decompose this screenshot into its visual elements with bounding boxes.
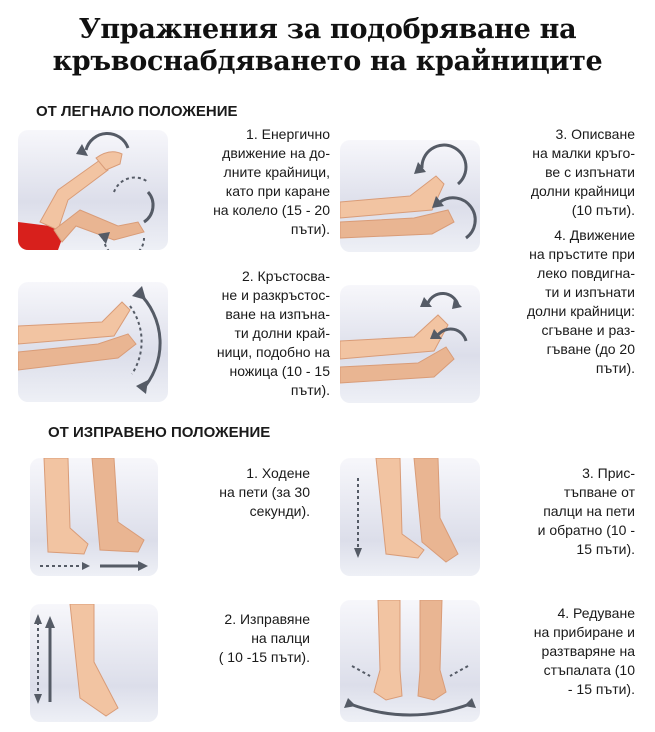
text-line: движение на до- <box>222 145 330 161</box>
text-line: ве с изпънати <box>545 164 635 180</box>
text-line: на прибиране и <box>533 624 635 640</box>
text-line: - 15 пъти). <box>567 681 635 697</box>
exercise-standing-3-text <box>490 464 635 559</box>
text-line: не и разкръстос- <box>221 287 330 303</box>
exercise-lying-1-text <box>180 125 330 239</box>
illustration-feet-open-close <box>340 600 480 722</box>
text-line: ( 10 -15 пъти). <box>218 649 310 665</box>
text-line: 1. Ходене <box>246 465 310 481</box>
text-line: на палци <box>251 630 310 646</box>
text-line: на пети (за 30 <box>219 484 310 500</box>
illustration-heel-toe-rock <box>340 458 480 576</box>
text-line: ване на изпъна- <box>225 306 330 322</box>
exercise-standing-1-text <box>170 464 310 521</box>
text-line: ти долни край- <box>234 325 330 341</box>
text-line: лните крайници, <box>223 164 330 180</box>
illustration-cycling-legs <box>18 130 168 250</box>
text-line: разтваряне на <box>541 643 635 659</box>
text-line: 2. Изправяне <box>224 611 310 627</box>
text-line: 1. Енергично <box>246 126 330 142</box>
text-line: ножица (10 - 15 <box>229 363 330 379</box>
text-line: пъти). <box>290 382 330 398</box>
text-line: ници, подобно на <box>216 344 330 360</box>
text-line: на колело (15 - 20 <box>213 202 330 218</box>
text-line: ти и изпънати <box>545 284 635 300</box>
text-line: като при каране <box>225 183 330 199</box>
exercise-lying-2-text <box>180 267 330 400</box>
text-line: долни крайници: <box>526 303 635 319</box>
text-line: на малки кръго- <box>532 145 635 161</box>
text-line: 4. Движение <box>554 227 635 243</box>
page-title-line1: Упражнения за подобряване на <box>78 14 577 45</box>
illustration-toe-raise <box>30 604 158 722</box>
text-line: пъти). <box>290 221 330 237</box>
text-line: и обратно (10 - <box>537 522 635 538</box>
page-title-line2: кръвоснабдяването на крайниците <box>52 46 603 77</box>
text-line: 3. Описване <box>555 126 635 142</box>
text-line: пъти). <box>595 360 635 376</box>
illustration-leg-circles <box>340 140 480 252</box>
text-line: сгъване и раз- <box>541 322 635 338</box>
text-line: на пръстите при <box>529 246 635 262</box>
section-heading-lying: ОТ ЛЕГНАЛО ПОЛОЖЕНИЕ <box>36 103 238 120</box>
exercise-standing-2-text <box>170 610 310 667</box>
text-line: 15 пъти). <box>576 541 635 557</box>
text-line: палци на пети <box>543 503 635 519</box>
illustration-heel-walk <box>30 458 158 576</box>
text-line: гъване (до 20 <box>546 341 635 357</box>
section-heading-standing: ОТ ИЗПРАВЕНО ПОЛОЖЕНИЕ <box>48 424 271 441</box>
text-line: 4. Редуване <box>557 605 635 621</box>
illustration-crossing-legs <box>18 282 168 402</box>
text-line: тъпване от <box>563 484 635 500</box>
text-line: секунди). <box>249 503 310 519</box>
text-line: стъпалата (10 <box>543 662 635 678</box>
text-line: 3. Прис- <box>582 465 635 481</box>
text-line: 2. Кръстосва- <box>241 268 330 284</box>
text-line: долни крайници <box>530 183 635 199</box>
text-line: (10 пъти). <box>571 202 635 218</box>
illustration-toe-flex <box>340 285 480 403</box>
exercise-standing-4-text <box>490 604 635 699</box>
exercise-lying-3-text <box>490 125 635 220</box>
exercise-lying-4-text <box>490 226 635 378</box>
text-line: леко повдигна- <box>537 265 635 281</box>
